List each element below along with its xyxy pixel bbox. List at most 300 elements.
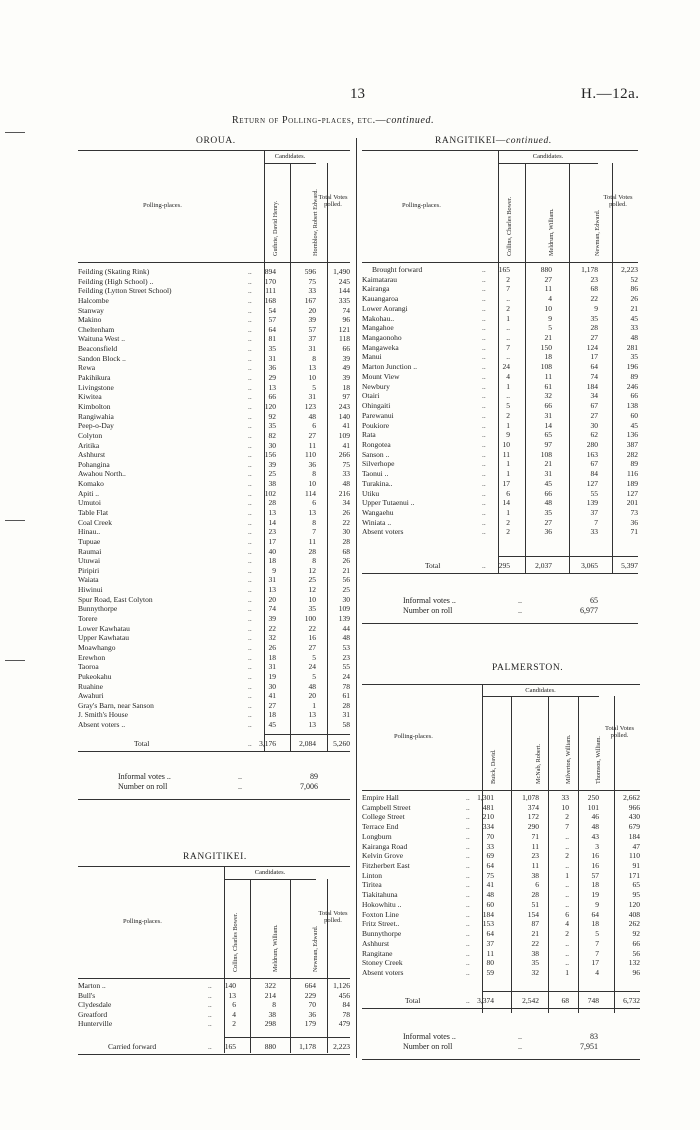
vote-cell: 163: [586, 449, 598, 459]
vote-cell: 110: [305, 450, 316, 460]
leader-dots: ..: [248, 411, 252, 421]
polling-place-name: Lower Kawhatau: [78, 623, 130, 633]
vote-cell: 8: [312, 517, 316, 527]
leader-dots: ..: [248, 295, 252, 305]
vote-cell: 387: [626, 439, 638, 449]
vote-cell: 17: [590, 352, 598, 362]
polling-place-name: Tiakitahuna: [362, 890, 398, 900]
polling-place-name: Parewanui: [362, 410, 394, 420]
leader-dots: ..: [248, 450, 252, 460]
vote-cell: 9: [506, 430, 510, 440]
leader-dots: ..: [518, 596, 522, 605]
vote-cell: 6: [535, 880, 539, 890]
leader-dots: ..: [248, 459, 252, 469]
vote-cell: 18: [342, 382, 350, 392]
polling-place-name: Moawhango: [78, 642, 116, 652]
vote-cell: 45: [268, 720, 276, 730]
informal-value: 65: [590, 596, 598, 605]
polling-places-heading: Polling-places.: [143, 202, 182, 209]
vote-cell: 7: [312, 527, 316, 537]
vote-cell: 1: [506, 313, 510, 323]
leader-dots: ..: [208, 1019, 212, 1029]
polling-place-name: Newbury: [362, 381, 390, 391]
vote-cell: ..: [565, 899, 569, 909]
vote-cell: 10: [561, 802, 569, 812]
leader-dots: ..: [248, 488, 252, 498]
vote-cell: ..: [506, 333, 510, 343]
total-cell: 748: [587, 996, 599, 1005]
vote-cell: 168: [264, 295, 276, 305]
vote-cell: 13: [268, 508, 276, 517]
vote-cell: 28: [268, 498, 276, 508]
vote-cell: 11: [544, 284, 552, 294]
vote-cell: 8: [272, 1000, 276, 1010]
vote-cell: 481: [482, 802, 494, 812]
vote-cell: 245: [338, 276, 350, 286]
leader-dots: ..: [482, 527, 486, 537]
total-cell: 6,732: [623, 996, 640, 1005]
vote-cell: 14: [268, 517, 276, 527]
polling-place-name: Lower Aorangi: [362, 303, 408, 313]
vote-cell: ..: [565, 890, 569, 900]
vote-cell: ..: [506, 294, 510, 304]
polling-place-name: Feilding (Lytton Street School): [78, 286, 172, 296]
candidate-name: McNab, Robert.: [535, 743, 542, 784]
vote-cell: 596: [304, 267, 316, 276]
leader-dots: ..: [248, 527, 252, 537]
vote-cell: 17: [502, 478, 510, 488]
leader-dots: ..: [248, 479, 252, 489]
polling-place-name: Marton ..: [78, 981, 106, 990]
vote-cell: 38: [268, 479, 276, 489]
vote-cell: 2: [565, 929, 569, 939]
polling-place-name: Halcombe: [78, 295, 109, 305]
vote-cell: 22: [342, 517, 350, 527]
vote-cell: 82: [268, 430, 276, 440]
vote-cell: 7: [595, 948, 599, 958]
polling-place-name: College Street: [362, 812, 405, 822]
vote-cell: 31: [544, 469, 552, 479]
vote-cell: 18: [268, 652, 276, 662]
leader-dots: ..: [466, 812, 470, 822]
vote-cell: 84: [342, 1000, 350, 1010]
vote-cell: 144: [338, 286, 350, 296]
polling-place-name: Aritika: [78, 440, 100, 450]
polling-place-name: Terrace End: [362, 822, 399, 832]
vote-cell: 32: [544, 391, 552, 401]
leader-dots: ..: [466, 929, 470, 939]
vote-cell: 100: [304, 614, 316, 624]
vote-cell: 16: [591, 861, 599, 871]
vote-cell: 68: [590, 284, 598, 294]
total-cell: 2,037: [535, 561, 552, 570]
vote-cell: 18: [268, 556, 276, 566]
candidates-heading: Candidates.: [525, 687, 556, 694]
vote-cell: 61: [544, 381, 552, 391]
vote-cell: 4: [595, 967, 599, 977]
vote-cell: 36: [308, 459, 316, 469]
vote-cell: 1: [506, 381, 510, 391]
vote-cell: 120: [264, 401, 276, 411]
vote-cell: 56: [342, 575, 350, 585]
vote-cell: 5: [312, 671, 316, 681]
vote-cell: ..: [565, 948, 569, 958]
vote-cell: 18: [591, 919, 599, 929]
vote-cell: 13: [268, 585, 276, 595]
polling-place-name: Ashhurst: [362, 938, 390, 948]
polling-place-name: Pohangina: [78, 459, 110, 469]
vote-cell: 10: [544, 303, 552, 313]
polling-place-name: Piripiri: [78, 565, 100, 575]
leader-dots: ..: [482, 488, 486, 498]
leader-dots: ..: [248, 401, 252, 411]
vote-cell: 31: [308, 344, 316, 354]
candidates-subrule: [498, 163, 598, 164]
leader-dots: ..: [208, 990, 212, 1000]
vote-cell: 109: [338, 604, 350, 614]
leader-dots: ..: [482, 459, 486, 469]
polling-place-name: Cheltenham: [78, 324, 115, 334]
table-header-rule: [78, 262, 350, 263]
leader-dots: ..: [466, 870, 470, 880]
vote-cell: 41: [342, 421, 350, 431]
leader-dots: ..: [466, 938, 470, 948]
polling-place-name: Kelvin Grove: [362, 851, 404, 861]
vote-cell: 44: [342, 623, 350, 633]
vote-cell: 69: [486, 851, 494, 861]
candidates-heading: Candidates.: [532, 153, 564, 160]
vote-cell: 25: [268, 469, 276, 479]
vote-cell: 41: [268, 691, 276, 701]
leader-dots: ..: [482, 517, 486, 527]
vote-cell: 36: [268, 363, 276, 373]
vote-cell: 5: [548, 323, 552, 333]
vote-cell: 16: [591, 851, 599, 861]
vote-cell: 64: [486, 929, 494, 939]
vote-cell: 280: [586, 439, 598, 449]
vote-cell: 4: [565, 919, 569, 929]
candidates-heading: Candidates.: [254, 869, 286, 876]
vote-cell: ..: [565, 938, 569, 948]
leader-dots: ..: [482, 391, 486, 401]
vote-cell: 17: [591, 958, 599, 968]
leader-dots: ..: [482, 508, 486, 517]
vote-cell: 214: [264, 990, 276, 1000]
vote-cell: 1: [506, 508, 510, 517]
vote-cell: 109: [338, 430, 350, 440]
candidate-name: Thomson, William.: [595, 736, 602, 784]
vote-cell: 246: [626, 381, 638, 391]
polling-place-name: Taonui ..: [362, 469, 389, 479]
vote-cell: 48: [308, 411, 316, 421]
candidates-subrule: [482, 696, 599, 697]
vote-cell: 75: [308, 276, 316, 286]
vote-cell: 35: [630, 352, 638, 362]
vote-cell: 189: [626, 478, 638, 488]
vote-cell: 880: [540, 265, 552, 274]
vote-cell: 335: [338, 295, 350, 305]
vote-cell: 18: [591, 880, 599, 890]
vote-cell: 57: [591, 870, 599, 880]
polling-place-name: Stanway: [78, 305, 104, 315]
vote-cell: 95: [632, 890, 640, 900]
leader-dots: ..: [466, 909, 470, 919]
vote-cell: 39: [342, 353, 350, 363]
leader-dots: ..: [482, 561, 486, 570]
margin-mark: [5, 660, 25, 661]
vote-cell: 5: [312, 382, 316, 392]
vote-cell: ..: [565, 841, 569, 851]
vote-cell: 24: [308, 662, 316, 672]
leader-dots: ..: [482, 381, 486, 391]
vote-cell: 58: [342, 720, 350, 730]
vote-cell: 25: [342, 585, 350, 595]
vote-cell: 7: [506, 284, 510, 294]
total-votes-heading: Total Votes polled.: [603, 194, 633, 209]
leader-dots: ..: [248, 315, 252, 325]
leader-dots: ..: [248, 691, 252, 701]
vote-cell: 14: [502, 498, 510, 508]
vote-cell: 27: [544, 274, 552, 284]
vote-cell: 36: [544, 527, 552, 537]
polling-place-name: Coal Creek: [78, 517, 112, 527]
section-title: OROUA.: [196, 136, 236, 146]
vote-cell: 11: [544, 371, 552, 381]
vote-cell: 23: [531, 851, 539, 861]
vote-cell: 11: [502, 449, 510, 459]
table-bottom-rule: [78, 751, 350, 752]
vote-cell: 664: [304, 981, 316, 990]
vote-cell: 7: [565, 822, 569, 832]
vote-cell: 216: [338, 488, 350, 498]
polling-place-name: Fritz Street..: [362, 919, 400, 929]
vote-cell: 74: [590, 371, 598, 381]
vote-cell: 1,178: [581, 265, 598, 274]
document-code: H.—12a.: [581, 86, 640, 102]
vote-cell: 11: [531, 861, 539, 871]
vote-cell: 29: [268, 373, 276, 383]
vote-cell: 53: [342, 642, 350, 652]
total-rule: [224, 1037, 350, 1038]
vote-cell: 679: [628, 822, 640, 832]
vote-cell: 262: [628, 919, 640, 929]
leader-dots: ..: [482, 449, 486, 459]
leader-dots: ..: [248, 392, 252, 402]
vote-cell: 184: [628, 831, 640, 841]
section-title: RANGITIKEI.: [183, 852, 247, 862]
vote-cell: 12: [308, 565, 316, 575]
leader-dots: ..: [248, 344, 252, 354]
total-rule: [264, 734, 350, 735]
vote-cell: 184: [482, 909, 494, 919]
total-cell: 68: [561, 996, 569, 1005]
vote-cell: 35: [268, 344, 276, 354]
vote-cell: 31: [268, 662, 276, 672]
vote-cell: 123: [304, 401, 316, 411]
vote-cell: 118: [339, 334, 350, 344]
leader-dots: ..: [248, 469, 252, 479]
vote-cell: 132: [628, 958, 640, 968]
candidates-subrule: [224, 879, 316, 880]
polling-place-name: Ruahine: [78, 681, 103, 691]
vote-cell: 12: [308, 585, 316, 595]
vote-cell: 171: [628, 870, 640, 880]
total-cell: 880: [264, 1042, 276, 1051]
vote-cell: 66: [544, 488, 552, 498]
total-votes-heading: Total Votes polled.: [318, 910, 348, 925]
vote-cell: 81: [268, 334, 276, 344]
vote-cell: 20: [268, 594, 276, 604]
margin-mark: [5, 520, 25, 521]
vote-cell: 456: [338, 990, 350, 1000]
vote-cell: 31: [342, 710, 350, 720]
informal-value: 89: [310, 772, 318, 781]
leader-dots: ..: [248, 430, 252, 440]
leader-dots: ..: [248, 536, 252, 546]
vote-cell: 21: [342, 565, 350, 575]
leader-dots: ..: [482, 498, 486, 508]
leader-dots: ..: [248, 642, 252, 652]
vote-cell: 30: [268, 440, 276, 450]
vote-cell: 1: [506, 469, 510, 479]
vote-cell: 2: [506, 527, 510, 537]
total-cell: 1,178: [299, 1042, 316, 1051]
vote-cell: 67: [590, 459, 598, 469]
total-cell: 295: [498, 561, 510, 570]
leader-dots: ..: [208, 981, 212, 990]
vote-cell: 92: [268, 411, 276, 421]
polling-place-name: Manui: [362, 352, 382, 362]
vote-cell: 27: [590, 410, 598, 420]
leader-dots: ..: [482, 284, 486, 294]
vote-cell: 7: [595, 938, 599, 948]
polling-place-name: Longburn: [362, 831, 392, 841]
leader-dots: ..: [482, 371, 486, 381]
polling-place-name: Winiata ..: [362, 517, 392, 527]
vote-cell: 1: [312, 700, 316, 710]
vote-cell: 26: [268, 642, 276, 652]
vote-cell: 38: [531, 870, 539, 880]
vote-cell: 31: [544, 410, 552, 420]
leader-dots: ..: [482, 274, 486, 284]
vote-cell: 24: [502, 362, 510, 372]
vote-cell: 14: [544, 420, 552, 430]
leader-dots: ..: [208, 1000, 212, 1010]
vote-cell: 32: [268, 633, 276, 643]
polling-place-name: Otairi: [362, 391, 380, 401]
polling-place-name: Clydesdale: [78, 1000, 112, 1010]
vote-cell: ..: [565, 880, 569, 890]
vote-cell: 46: [591, 812, 599, 822]
vote-cell: 136: [626, 430, 638, 440]
polling-place-name: Umutoi: [78, 498, 101, 508]
polling-place-name: Livingstone: [78, 382, 114, 392]
vote-cell: 28: [531, 890, 539, 900]
leader-dots: ..: [482, 420, 486, 430]
vote-cell: 5: [506, 401, 510, 411]
vote-cell: 334: [482, 822, 494, 832]
leader-dots: ..: [482, 294, 486, 304]
vote-cell: 74: [268, 604, 276, 614]
vote-cell: 61: [342, 691, 350, 701]
leader-dots: ..: [248, 546, 252, 556]
vote-cell: 39: [342, 373, 350, 383]
candidate-name: Meldrum, William.: [548, 208, 555, 256]
vote-cell: 8: [312, 353, 316, 363]
margin-mark: [5, 132, 25, 133]
vote-cell: 75: [486, 870, 494, 880]
vote-cell: 2: [232, 1019, 236, 1029]
vote-cell: 66: [342, 344, 350, 354]
section-title: RANGITIKEI—continued.: [435, 136, 552, 146]
polling-place-name: Kimbolton: [78, 401, 111, 411]
vote-cell: 121: [338, 324, 350, 334]
polling-place-name: Waiata: [78, 575, 99, 585]
vote-cell: 57: [308, 324, 316, 334]
polling-place-name: Rata: [362, 430, 376, 440]
vote-cell: 2,223: [621, 265, 638, 274]
vote-cell: 48: [342, 633, 350, 643]
vote-cell: 154: [527, 909, 539, 919]
vote-cell: 97: [342, 392, 350, 402]
vote-cell: 26: [342, 508, 350, 517]
vote-cell: 140: [224, 981, 236, 990]
vote-cell: 1: [565, 967, 569, 977]
vote-cell: 11: [531, 841, 539, 851]
vote-cell: 96: [632, 967, 640, 977]
polling-place-name: Feilding (High School) ..: [78, 276, 154, 286]
leader-dots: ..: [248, 604, 252, 614]
polling-place-name: Makohau..: [362, 313, 395, 323]
polling-place-name: Kairanga: [362, 284, 390, 294]
vote-cell: 35: [531, 958, 539, 968]
polling-place-name: Taoroa: [78, 662, 99, 672]
polling-place-name: Apiti ..: [78, 488, 100, 498]
roll-label: Number on roll: [403, 606, 453, 615]
vote-cell: 64: [486, 861, 494, 871]
vote-cell: 71: [531, 831, 539, 841]
vote-cell: 408: [628, 909, 640, 919]
polling-place-name: Gray's Barn, near Sanson: [78, 700, 154, 710]
vote-cell: 13: [308, 710, 316, 720]
vote-cell: 39: [268, 459, 276, 469]
vote-cell: 120: [628, 899, 640, 909]
leader-dots: ..: [208, 1042, 212, 1051]
polling-place-name: Rewa: [78, 363, 96, 373]
vote-cell: 20: [308, 305, 316, 315]
vote-cell: 18: [544, 352, 552, 362]
vote-cell: 13: [268, 382, 276, 392]
vote-cell: 140: [338, 411, 350, 421]
vote-cell: 6: [312, 421, 316, 431]
vote-cell: 35: [268, 421, 276, 431]
vote-cell: 41: [342, 440, 350, 450]
vote-cell: 170: [264, 276, 276, 286]
candidate-name: Hornblow, Robert Edward.: [312, 189, 319, 256]
total-cell: 2,084: [299, 739, 316, 748]
candidates-heading: Candidates.: [274, 153, 306, 160]
total-cell: 2,223: [333, 1042, 350, 1051]
total-cell: 5,397: [621, 561, 638, 570]
polling-place-name: Pakihikura: [78, 373, 111, 383]
leader-dots: ..: [466, 890, 470, 900]
vote-cell: 281: [626, 342, 638, 352]
vote-cell: 32: [531, 967, 539, 977]
leader-dots: ..: [466, 822, 470, 832]
vote-cell: 9: [272, 565, 276, 575]
leader-dots: ..: [248, 276, 252, 286]
vote-cell: 62: [590, 430, 598, 440]
